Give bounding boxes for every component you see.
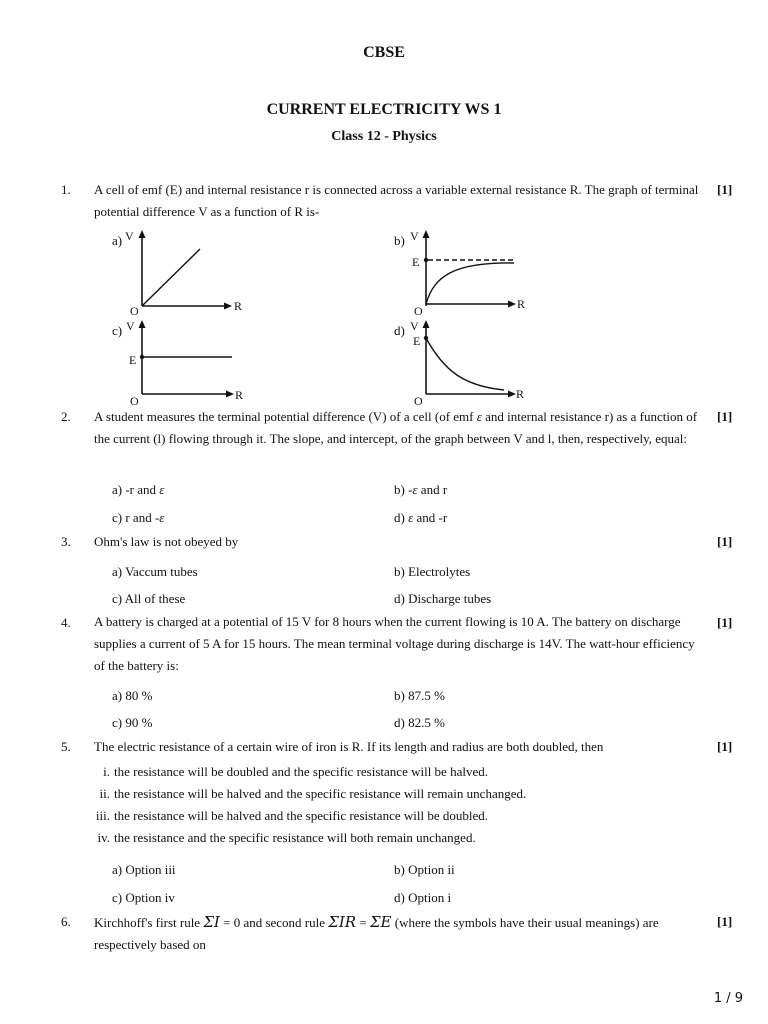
graph-a-label: a) — [112, 233, 123, 248]
graph-c-y-label: V — [126, 319, 135, 333]
question-text: Ohm's law is not obeyed by — [94, 534, 239, 549]
graph-c-x-label: R — [235, 388, 244, 402]
statement-number: i. — [103, 764, 110, 779]
option-d[interactable]: d) Option i — [394, 890, 452, 905]
question-marks: [1] — [717, 182, 733, 197]
option-a[interactable]: a) Option iii — [112, 862, 176, 877]
statement-number: ii. — [99, 786, 110, 801]
graph-d — [404, 316, 554, 408]
option-c[interactable]: c) r and -ε — [112, 510, 165, 525]
graph-a-y-label: V — [125, 229, 134, 243]
question-text: The electric resistance of a certain wire of iron is R. If its length and radius are both doubled, then — [94, 739, 604, 754]
graph-b-x-label: R — [517, 297, 526, 311]
question-number: 6. — [61, 914, 71, 929]
graph-c-label: c) — [112, 323, 123, 338]
graph-b-origin: O — [414, 304, 423, 318]
question-text: A cell of emf (E) and internal resistance r is connected across a variable external resistance R. The graph of terminal potential difference V as a function of R is- — [94, 182, 699, 219]
page-number: 1 / 9 — [713, 991, 743, 1006]
option-c[interactable]: c) All of these — [112, 591, 186, 606]
option-b[interactable]: b) Electrolytes — [394, 564, 471, 579]
graph-b-e-label: E — [412, 255, 420, 269]
option-a[interactable]: a) -r and ε — [112, 482, 165, 497]
question-number: 2. — [61, 409, 71, 424]
question-marks: [1] — [717, 534, 733, 549]
option-b[interactable]: b) Option ii — [394, 862, 455, 877]
graph-d-label: d) — [394, 323, 405, 338]
graph-c-e-label: E — [129, 353, 137, 367]
statement-number: iii. — [95, 808, 110, 823]
option-b[interactable]: b) 87.5 % — [394, 688, 445, 703]
graph-a-x-label: R — [234, 299, 243, 313]
question-marks: [1] — [717, 739, 733, 754]
graph-d-e-label: E — [413, 334, 421, 348]
graph-a-origin: O — [130, 304, 139, 318]
option-b[interactable]: b) -ε and r — [394, 482, 448, 497]
question-text: A student measures the terminal potential difference (V) of a cell (of emf ε and internal resistance r) as a function of the current (l) flowing through it. The slope, and intercept, of the graph between V and l, then, respectively, equal: — [94, 409, 698, 446]
question-marks: [1] — [717, 914, 733, 929]
question-marks: [1] — [717, 409, 733, 424]
option-c[interactable]: c) Option iv — [112, 890, 175, 905]
graph-b-label: b) — [394, 233, 405, 248]
question-number: 4. — [61, 615, 71, 630]
option-d[interactable]: d) ε and -r — [394, 510, 448, 525]
statement-text: the resistance will be halved and the specific resistance will remain unchanged. — [114, 786, 527, 801]
option-d[interactable]: d) Discharge tubes — [394, 591, 492, 606]
graph-c — [120, 316, 260, 408]
question-number: 3. — [61, 534, 71, 549]
question-number: 5. — [61, 739, 71, 754]
statement-text: the resistance will be halved and the specific resistance will be doubled. — [114, 808, 488, 823]
worksheet-title: CURRENT ELECTRICITY WS 1 — [266, 101, 502, 118]
question-number: 1. — [61, 182, 71, 197]
option-c[interactable]: c) 90 % — [112, 715, 153, 730]
school-name: CBSE — [363, 44, 405, 61]
graph-c-origin: O — [130, 394, 139, 408]
statement-text: the resistance and the specific resistance will both remain unchanged. — [114, 830, 476, 845]
graph-d-x-label: R — [516, 387, 525, 401]
graph-b — [404, 226, 554, 318]
graph-d-y-label: V — [410, 319, 419, 333]
option-a[interactable]: a) 80 % — [112, 688, 153, 703]
graph-d-origin: O — [414, 394, 423, 408]
question-text: A battery is charged at a potential of 15 V for 8 hours when the current flowing is 10 A. The battery on discharge supplies a current of 5 A for 15 hours. The mean terminal voltage during discharge is 14V. The watt-hour efficiency of the battery is: — [94, 614, 695, 673]
graph-a — [120, 226, 260, 318]
statement-text: the resistance will be doubled and the specific resistance will be halved. — [114, 764, 488, 779]
question-marks: [1] — [717, 615, 733, 630]
statement-number: iv. — [97, 830, 110, 845]
option-d[interactable]: d) 82.5 % — [394, 715, 445, 730]
option-a[interactable]: a) Vaccum tubes — [112, 564, 198, 579]
graph-b-y-label: V — [410, 229, 419, 243]
worksheet-subtitle: Class 12 - Physics — [331, 129, 437, 144]
question-text: Kirchhoff's first rule ΣI = 0 and second rule ΣIR = ΣE (where the symbols have their usual meanings) are respectively based on — [94, 913, 659, 952]
